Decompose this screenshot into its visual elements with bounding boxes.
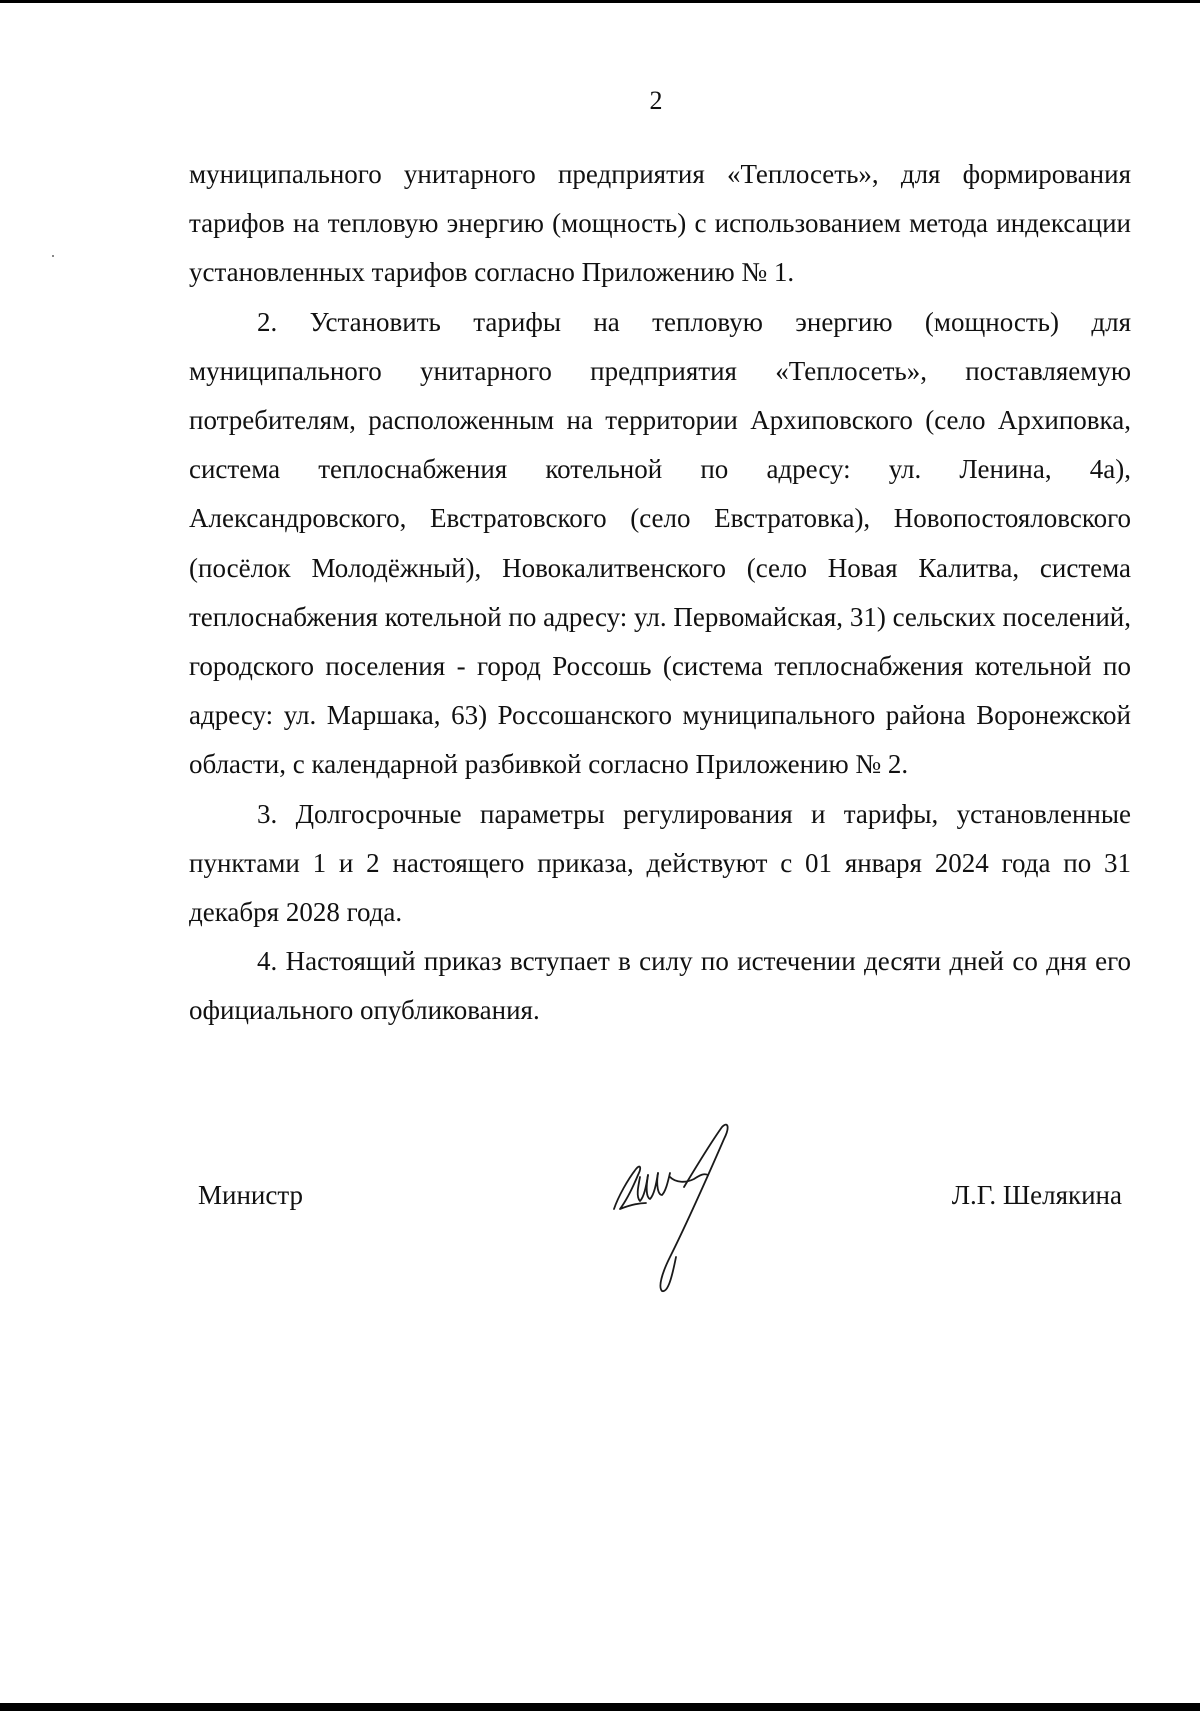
signatory-title: Министр [198, 1180, 303, 1210]
paragraph-item-2: 2. Установить тарифы на тепловую энергию (мощность) для муниципального унитарного предприятия «Теплосеть», поставляемую потребителям, расположенным на территории Архиповского (село Архиповка, система теплоснабжения котельной по адресу: ул. Ленина, 4а), Александровского, Евстратовского (село Евстратовка), Новопостояловского (посёлок Молодёжный), Новокалитвенского (село Новая Калитва, система теплоснабжения котельной по адресу: ул. Первомайская, 31) сельских поселений, городского поселения - город Россошь (система теплоснабжения котельной по адресу: ул. Маршака, 63) Россошанского муниципального района Воронежской области, с календарной разбивкой согласно Приложению № 2. [189, 306, 1131, 780]
document-body [189, 150, 1131, 1036]
paragraph-item-4: 4. Настоящий приказ вступает в силу по истечении десяти дней со дня его официального опубликования. [189, 946, 1131, 1026]
paragraph-item-3: 3. Долгосрочные параметры регулирования и тарифы, установленные пунктами 1 и 2 настоящего приказа, действуют с 01 января 2024 года по 31 декабря 2028 года. [189, 798, 1131, 928]
scan-border-top [0, 0, 1200, 3]
signatory-name: Л.Г. Шелякина [951, 1180, 1122, 1210]
handwritten-signature [600, 1117, 770, 1297]
paragraph-continuation: муниципального унитарного предприятия «Теплосеть», для формирования тарифов на тепловую энергию (мощность) с использованием метода индексации установленных тарифов согласно Приложению № 1. [189, 159, 1131, 288]
scan-speck [52, 255, 54, 257]
scan-border-bottom [0, 1703, 1200, 1711]
page-number: 2 [649, 86, 663, 115]
